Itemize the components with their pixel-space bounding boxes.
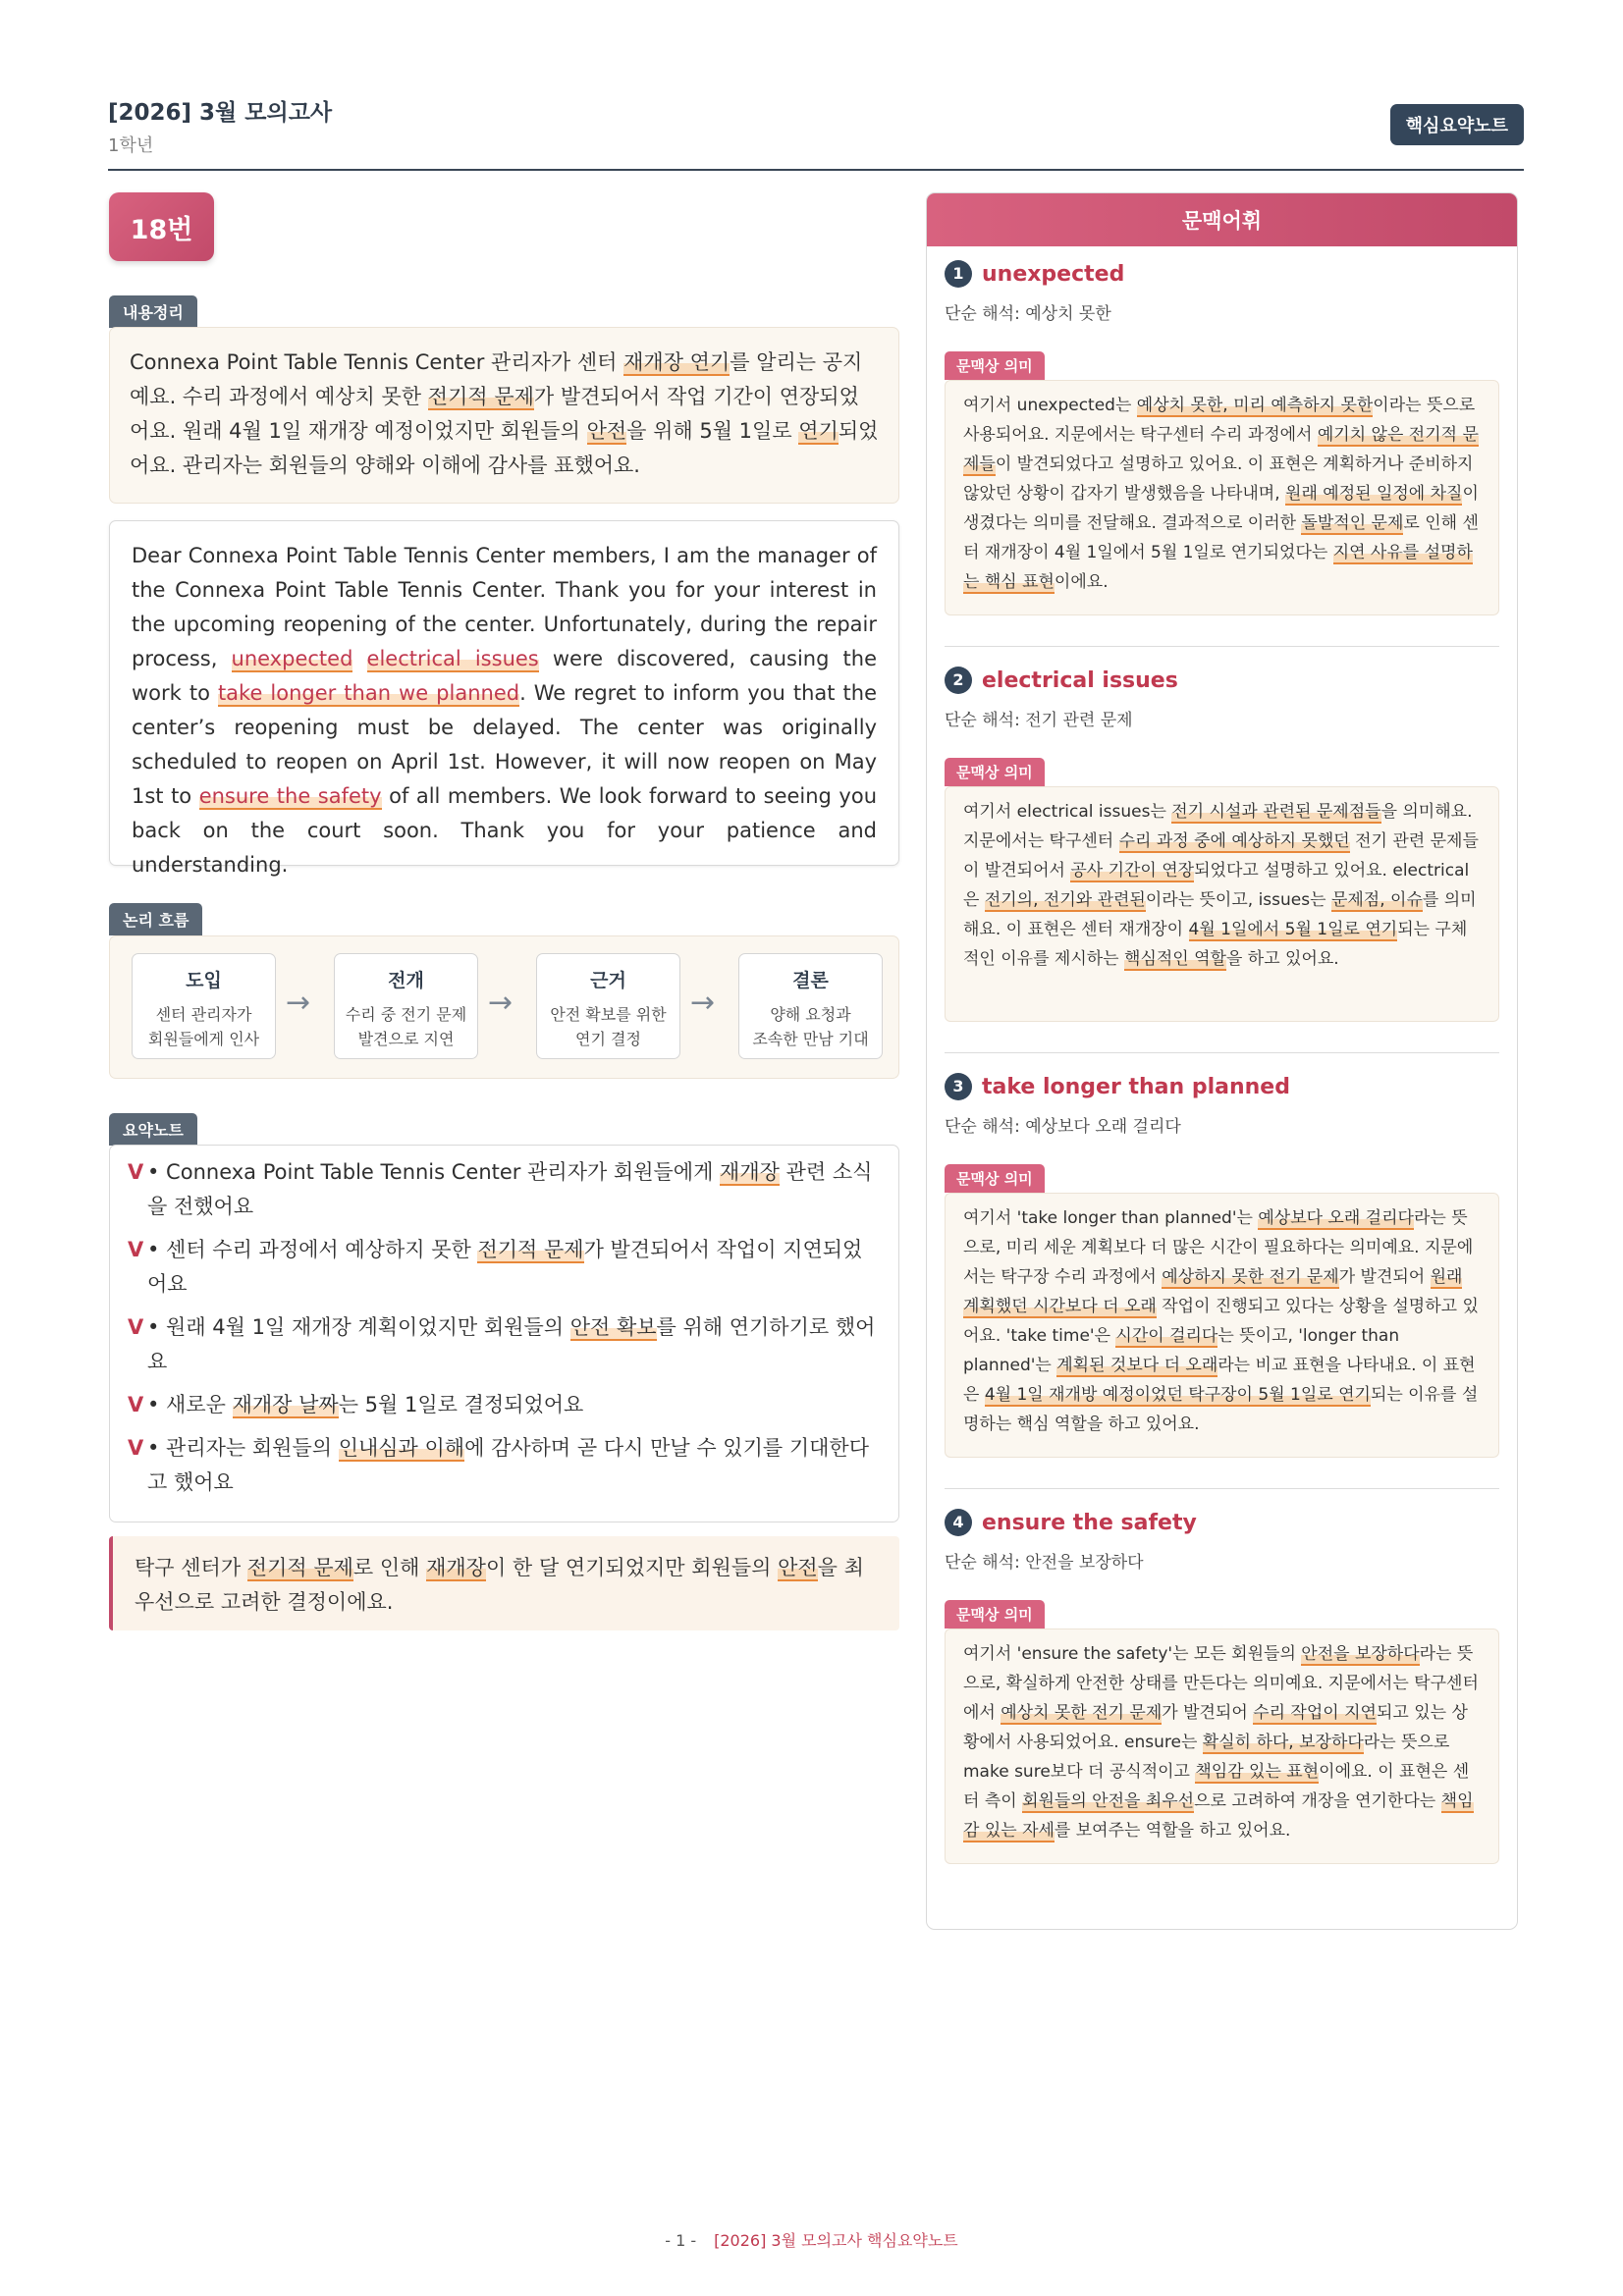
flow-step-development <box>334 953 478 1059</box>
note-item: V • 관리자는 회원들의 인내심과 이해에 감사하며 곧 다시 만날 수 있기를 기대한다고 했어요 <box>128 1431 881 1500</box>
flow-step-desc: 센터 관리자가 회원들에게 인사 <box>147 1005 260 1048</box>
grade-label: 1학년 <box>108 135 154 156</box>
page-number: - 1 - <box>665 2231 697 2250</box>
notes-tag: 요약노트 <box>109 1113 197 1146</box>
note-item: V • 새로운 재개장 날짜는 5월 1일로 결정되었어요 <box>128 1388 881 1422</box>
flow-step-desc: 수리 중 전기 문제 발견으로 지연 <box>345 1005 467 1048</box>
conclusion-box: 탁구 센터가 전기적 문제로 인해 재개장이 한 달 연기되었지만 회원들의 안전을 최우선으로 고려한 결정이에요. <box>109 1536 899 1630</box>
vocab-item-unexpected <box>945 260 1499 615</box>
summary-tag: 내용정리 <box>109 295 197 328</box>
passage-text: Dear Connexa Point Table Tennis Center members, I am the manager of the Connexa Point Table Tennis Center. Thank you for your interest in the upcoming reopening of the center. Unfortunately, during the repair process, <box>132 544 877 670</box>
number-badge: 3 <box>945 1073 972 1100</box>
conclusion-highlight: 안전 <box>778 1556 818 1579</box>
check-icon: V <box>128 1393 144 1416</box>
context-meaning-box: 여기서 unexpected는 예상치 못한, 미리 예측하지 못한이라는 뜻으로 사용되어요. 지문에서는 탁구센터 수리 과정에서 예기치 않은 전기적 문제들이 발견되었다고 설명하고 있어요. 이 표현은 계획하거나 준비하지 않았던 상황이 갑자기 발생했음을 나타내며, 원래 예정된 일정에 차질이 생겼다는 의미를 전달해요. 결과적으로 이러한 돌발적인 문제로 인해 센터 재개장이 4월 1일에서 5월 1일로 연기되었다는 지연 사유를 설명하는 핵심 표현이에요. <box>945 380 1499 615</box>
vocab-simple-meaning: 단순 해석: 안전을 보장하다 <box>945 1553 1144 1573</box>
note-highlight: 안전 확보 <box>569 1315 657 1339</box>
summary-highlight: 재개장 연기 <box>623 350 730 374</box>
context-meaning-box: 여기서 'take longer than planned'는 예상보다 오래 걸리다라는 뜻으로, 미리 세운 계획보다 더 많은 시간이 필요하다는 의미예요. 지문에서는 탁구장 수리 과정에서 예상하지 못한 전기 문제가 발견되어 원래 계획했던 시간보다 더 오래 작업이 진행되고 있다는 상황을 설명하고 있어요. 'take time'은 시간이 걸리다는 뜻이고, 'longer than planned'는 계획된 것보다 더 오래라는 비교 표현을 나타내요. 이 표현은 4월 1일 재개방 예정이었던 탁구장이 5월 1일로 연기되는 이유를 설명하는 핵심 역할을 하고 있어요. <box>945 1193 1499 1458</box>
footer-label: [2026] 3월 모의고사 핵심요약노트 <box>714 2231 958 2250</box>
vocab-item-take-longer <box>945 1073 1499 1458</box>
number-badge: 2 <box>945 667 972 694</box>
vocab-simple-meaning: 단순 해석: 예상보다 오래 걸리다 <box>945 1117 1181 1137</box>
arrow-right-icon: → <box>488 986 514 1020</box>
vocab-item-ensure-safety <box>945 1509 1499 1864</box>
note-type-badge: 핵심요약노트 <box>1390 104 1524 145</box>
context-meaning-tag: 문맥상 의미 <box>945 1600 1045 1629</box>
context-meaning-tag: 문맥상 의미 <box>945 1164 1045 1193</box>
summary-highlight: 안전 <box>586 419 627 443</box>
context-meaning-box: 여기서 'ensure the safety'는 모든 회원들의 안전을 보장하다라는 뜻으로, 확실하게 안전한 상태를 만든다는 의미예요. 지문에서는 탁구센터에서 예상치 못한 전기 문제가 발견되어 수리 작업이 지연되고 있는 상황에서 사용되었어요. ensure는 확실히 하다, 보장하다라는 뜻으로 make sure보다 더 공식적이고 책임감 있는 표현이에요. 이 표현은 센터 측이 회원들의 안전을 최우선으로 고려하여 개장을 연기한다는 책임감 있는 자세를 보여주는 역할을 하고 있어요. <box>945 1629 1499 1864</box>
passage-text: . We regret to inform you that the center’s reopening must be delayed. The center was originally scheduled to reopen on April 1st. However, it will now reopen on May 1st to <box>132 681 877 808</box>
summary-box <box>109 327 899 504</box>
note-item: V • Connexa Point Table Tennis Center 관리자가 회원들에게 재개장 관련 소식을 전했어요 <box>128 1155 881 1224</box>
arrow-right-icon: → <box>690 986 716 1020</box>
flow-step-title: 전개 <box>388 970 424 991</box>
note-highlight: 재개장 날짜 <box>232 1393 339 1416</box>
passage-text: of all members. We look forward to seeing you back on the court soon. Thank you for your patience and understanding. <box>132 784 878 877</box>
exam-title: [2026] 3월 모의고사 <box>108 100 333 126</box>
summary-highlight: 연기 <box>798 419 839 443</box>
summary-text: Connexa Point Table Tennis Center 관리자가 센터 <box>130 350 624 374</box>
arrow-right-icon: → <box>286 986 311 1020</box>
number-badge: 4 <box>945 1509 972 1536</box>
passage-box <box>109 520 899 877</box>
flow-step-conclusion <box>738 953 883 1059</box>
context-vocab-panel <box>926 192 1518 1930</box>
check-icon: V <box>128 1160 144 1184</box>
vocab-term: 3 take longer than planned <box>945 1073 1499 1102</box>
passage-highlight: unexpected <box>231 647 353 670</box>
summary-notes-box <box>109 1145 899 1522</box>
flow-step-title: 근거 <box>590 970 626 991</box>
passage-text <box>352 647 366 670</box>
vocab-simple-meaning: 단순 해석: 전기 관련 문제 <box>945 711 1133 730</box>
number-badge: 1 <box>945 260 972 288</box>
summary-text: 을 위해 5월 1일로 <box>626 419 799 443</box>
vocab-term: 1 unexpected <box>945 260 1499 290</box>
check-icon: V <box>128 1436 144 1460</box>
passage-highlight: ensure the safety <box>198 784 382 808</box>
vocab-panel-title: 문맥어휘 <box>927 193 1517 246</box>
check-icon: V <box>128 1238 144 1261</box>
vocab-term: 4 ensure the safety <box>945 1509 1499 1538</box>
conclusion-highlight: 전기적 문제 <box>246 1556 353 1579</box>
divider <box>945 646 1499 647</box>
divider <box>945 1052 1499 1053</box>
vocab-term: 2 electrical issues <box>945 667 1499 696</box>
check-icon: V <box>128 1315 144 1339</box>
note-highlight: 전기적 문제 <box>477 1238 584 1261</box>
page-header <box>108 90 1524 171</box>
divider <box>945 1488 1499 1489</box>
page-footer <box>0 2228 1623 2251</box>
flow-tag: 논리 흐름 <box>109 903 202 935</box>
note-highlight: 재개장 <box>720 1160 780 1184</box>
note-highlight: 인내심과 이해 <box>338 1436 465 1460</box>
context-meaning-tag: 문맥상 의미 <box>945 351 1045 380</box>
flow-step-title: 결론 <box>792 970 829 991</box>
context-meaning-box: 여기서 electrical issues는 전기 시설과 관련된 문제점들을 의미해요. 지문에서는 탁구센터 수리 과정 중에 예상하지 못했던 전기 관련 문제들이 발견되어서 공사 기간이 연장되었다고 설명하고 있어요. electrical은 전기의, 전기와 관련된이라는 뜻이고, issues는 문제점, 이슈를 의미해요. 이 표현은 센터 재개장이 4월 1일에서 5월 1일로 연기되는 구체적인 이유를 제시하는 핵심적인 역할을 하고 있어요. <box>945 786 1499 1022</box>
flow-step-intro <box>132 953 276 1059</box>
passage-highlight: electrical issues <box>366 647 539 670</box>
flow-step-desc: 안전 확보를 위한 연기 결정 <box>550 1005 667 1048</box>
flow-step-title: 도입 <box>186 970 222 991</box>
summary-highlight: 전기적 문제 <box>427 385 534 408</box>
summary-text: 되었어요. 관리자는 회원들의 양해와 이해에 감사를 표했어요. <box>130 419 879 477</box>
note-item: V • 센터 수리 과정에서 예상하지 못한 전기적 문제가 발견되어서 작업이 지연되었어요 <box>128 1233 881 1302</box>
context-meaning-tag: 문맥상 의미 <box>945 758 1045 786</box>
summary-text: 가 발견되어서 작업 기간이 연장되었어요. 원래 4월 1일 재개장 예정이었지만 회원들의 <box>130 385 859 443</box>
flow-step-evidence <box>536 953 680 1059</box>
vocab-item-electrical-issues <box>945 667 1499 1022</box>
passage-highlight: take longer than we planned <box>217 681 520 705</box>
summary-text: 를 알리는 공지예요. 수리 과정에서 예상치 못한 <box>130 350 863 408</box>
logic-flow-box <box>109 935 899 1079</box>
flow-step-desc: 양해 요청과 조속한 만남 기대 <box>752 1005 869 1048</box>
question-number-badge: 18번 <box>109 192 214 261</box>
note-item: V • 원래 4월 1일 재개장 계획이었지만 회원들의 안전 확보를 위해 연기하기로 했어요 <box>128 1310 881 1379</box>
passage-text: were discovered, causing the work to <box>132 647 878 705</box>
vocab-simple-meaning: 단순 해석: 예상치 못한 <box>945 304 1111 324</box>
conclusion-highlight: 재개장 <box>426 1556 486 1579</box>
